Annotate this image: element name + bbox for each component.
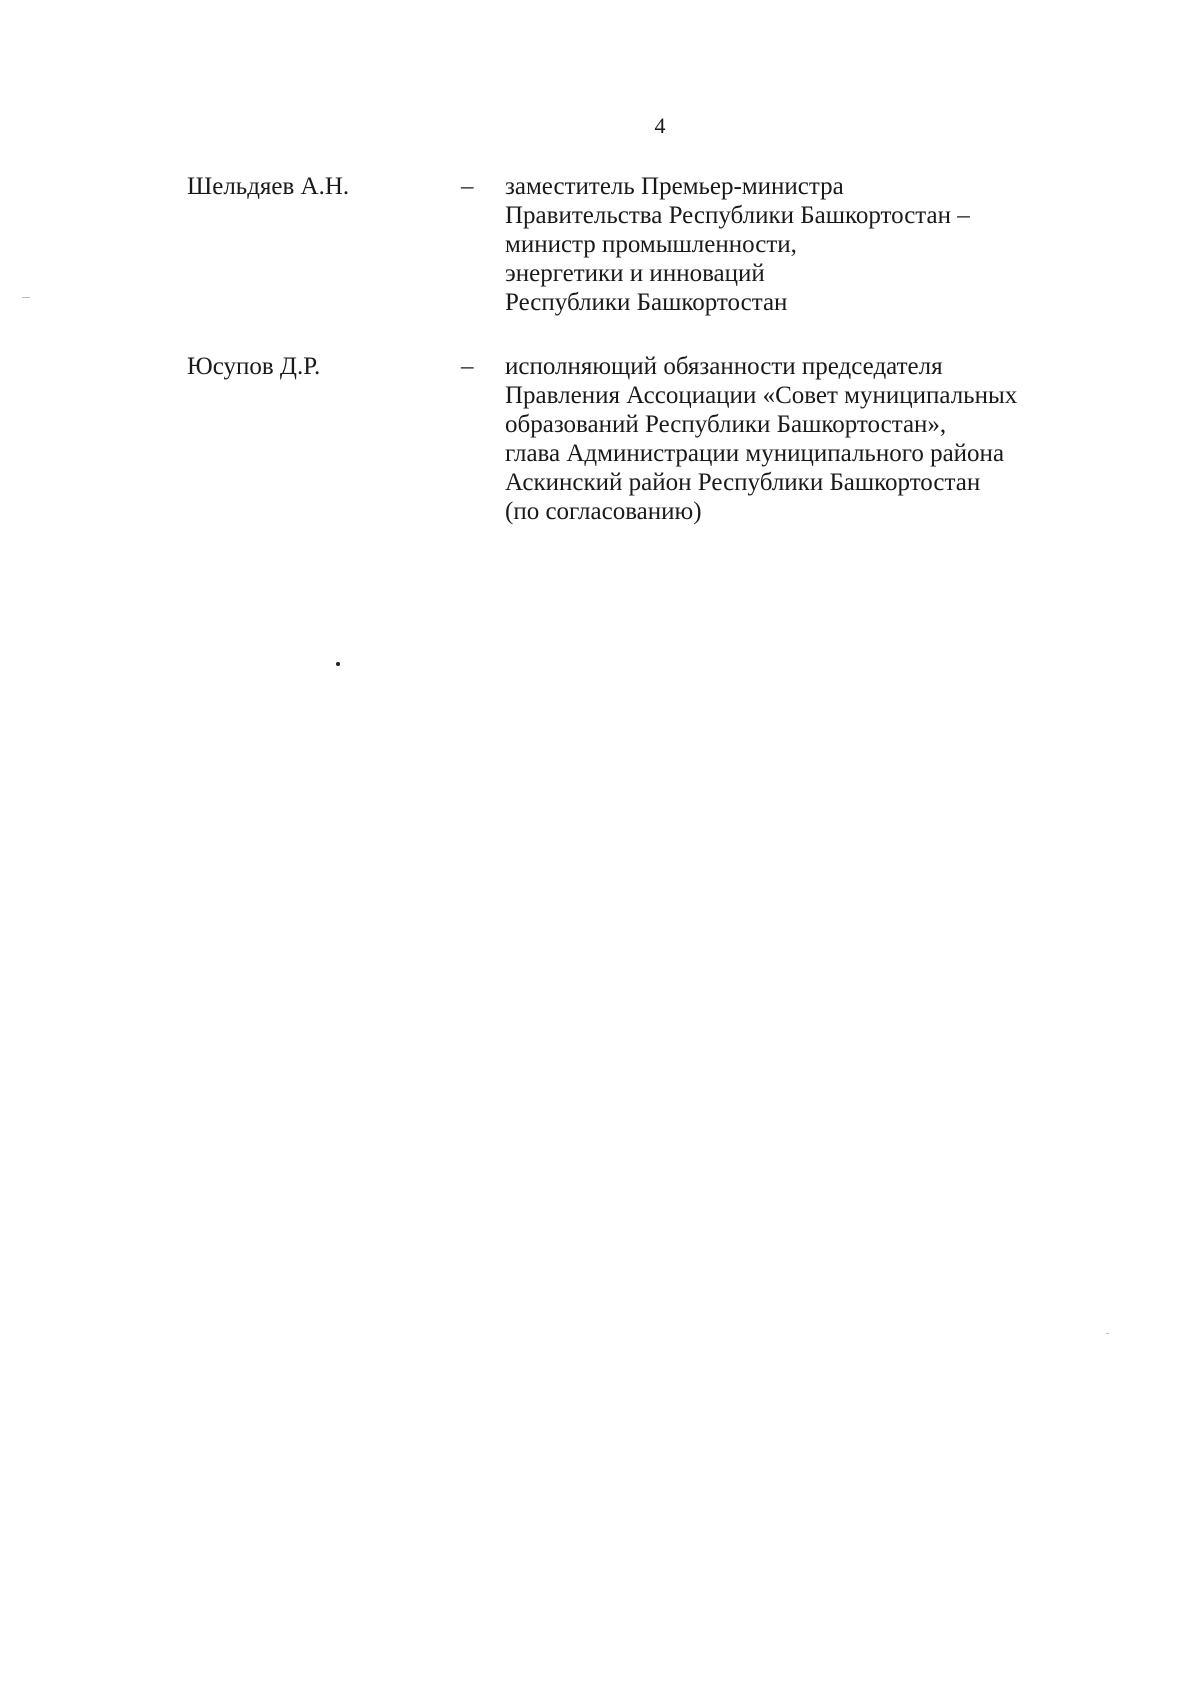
dash-separator: – [461,353,474,380]
position-line: энергетики и инноваций [505,260,765,287]
member-position [505,172,1145,317]
position-line: Правления Ассоциации «Совет муниципальных [505,382,1018,409]
scan-speck [22,297,30,298]
position-line: (по согласованию) [505,498,702,525]
member-name: Шельдяев А.Н. [187,173,350,200]
member-position [505,352,1145,526]
scan-dot [336,662,340,666]
position-line: Республики Башкортостан [505,289,788,316]
page-number: 4 [654,113,666,138]
position-line: образований Республики Башкортостан», [505,411,947,438]
position-line: Правительства Республики Башкортостан – [505,202,970,229]
position-line: Аскинский район Республики Башкортостан [505,469,981,496]
position-line: исполняющий обязанности председателя [505,353,943,380]
member-name: Юсупов Д.Р. [187,353,321,380]
position-line: глава Администрации муниципального района [505,440,1005,467]
dash-separator: – [461,173,474,200]
position-line: министр промышленности, [505,231,797,258]
position-line: заместитель Премьер-министра [505,173,844,200]
scan-speck [1106,1333,1109,1334]
